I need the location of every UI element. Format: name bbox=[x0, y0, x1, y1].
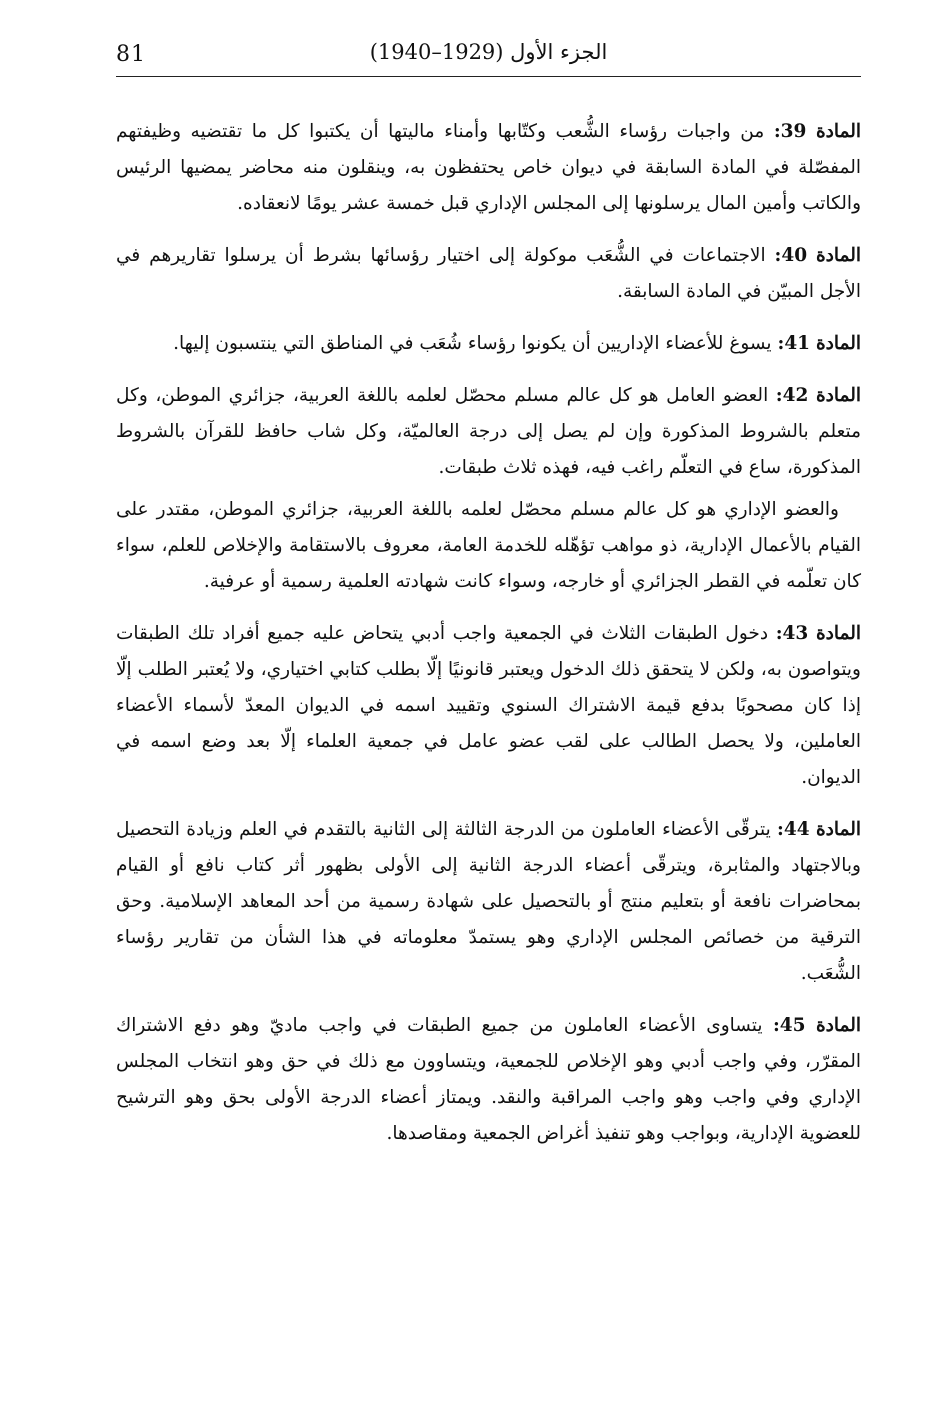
article-number: 39 bbox=[780, 121, 807, 142]
article-paragraph: المادة 44: يترقّى الأعضاء العاملون من الدرجة الثالثة إلى الثانية بالتقدم في العلم وزيادة التحصيل وبالاجتهاد والمثابرة، ويترقّى أعضاء الدرجة الثانية إلى الأولى بظهور أثر كتاب نافع أو القيام بمحاضرات نافعة أو بتعليم منتج أو بالتحصيل على شهادة رسمية من أحد المعاهد الإسلامية. وحق الترقية من خصائص المجلس الإداري وهو يستمدّ معلوماته في هذا الشأن من تقارير رؤساء الشُّعَب. bbox=[116, 819, 861, 984]
article-number: 40 bbox=[781, 245, 808, 266]
article-text: الاجتماعات في الشُّعَب موكولة إلى اختيار رؤسائها بشرط أن يرسلوا تقاريرهم في الأجل المبيّن في المادة السابقة. bbox=[116, 245, 861, 302]
article-44 bbox=[116, 812, 861, 992]
page-header bbox=[116, 36, 861, 77]
article-paragraph: المادة 45: يتساوى الأعضاء العاملون من جميع الطبقات في واجب ماديّ وهو دفع الاشتراك المقرّر، وفي واجب أدبي وهو الإخلاص للجمعية، ويتساوون مع ذلك في حق وهو انتخاب المجلس الإداري وفي واجب وهو واجب المراقبة والنقد. ويمتاز أعضاء الدرجة الأولى بحق وهو الترشيح للعضوية الإدارية، وبواجب وهو تنفيذ أغراض الجمعية ومقاصدها. bbox=[116, 1015, 861, 1144]
article-40 bbox=[116, 238, 861, 310]
article-label: المادة bbox=[815, 121, 861, 142]
article-43 bbox=[116, 616, 861, 796]
article-text: دخول الطبقات الثلاث في الجمعية واجب أدبي يتحاض عليه جميع أفراد تلك الطبقات ويتواصون به، ولكن لا يتحقق ذلك الدخول ويعتبر قانونيًا إلّا بطلب كتابي اختياري، ولا يُعتبر الطلب إلّا إذا كان مصحوبًا بدفع قيمة الاشتراك السنوي وتقييد اسمه في الديوان المعدّ لأسماء الأعضاء العاملين، ولا يحصل الطالب على لقب عضو عامل في جمعية العلماء إلّا بعد وضع اسمه في الديوان. bbox=[116, 623, 861, 788]
article-paragraph: المادة 41: يسوغ للأعضاء الإداريين أن يكونوا رؤساء شُعَب في المناطق التي ينتسبون إليها. bbox=[173, 333, 861, 354]
article-label: المادة bbox=[815, 333, 861, 354]
document-body bbox=[116, 114, 861, 1168]
article-label: المادة bbox=[815, 385, 861, 406]
article-39 bbox=[116, 114, 861, 222]
article-number: 41 bbox=[784, 333, 811, 354]
article-paragraph: المادة 40: الاجتماعات في الشُّعَب موكولة إلى اختيار رؤسائها بشرط أن يرسلوا تقاريرهم في الأجل المبيّن في المادة السابقة. bbox=[116, 245, 861, 302]
article-45 bbox=[116, 1008, 861, 1152]
article-paragraph: المادة 43: دخول الطبقات الثلاث في الجمعية واجب أدبي يتحاض عليه جميع أفراد تلك الطبقات ويتواصون به، ولكن لا يتحقق ذلك الدخول ويعتبر قانونيًا إلّا بطلب كتابي اختياري، ولا يُعتبر الطلب إلّا إذا كان مصحوبًا بدفع قيمة الاشتراك السنوي وتقييد اسمه في الديوان المعدّ لأسماء الأعضاء العاملين، ولا يحصل الطالب على لقب عضو عامل في جمعية العلماء إلّا بعد وضع اسمه في الديوان. bbox=[116, 623, 861, 788]
article-text: يتساوى الأعضاء العاملون من جميع الطبقات في واجب ماديّ وهو دفع الاشتراك المقرّر، وفي واجب أدبي وهو الإخلاص للجمعية، ويتساوون مع ذلك في حق وهو انتخاب المجلس الإداري وفي واجب وهو واجب المراقبة والنقد. ويمتاز أعضاء الدرجة الأولى بحق وهو الترشيح للعضوية الإدارية، وبواجب وهو تنفيذ أغراض الجمعية ومقاصدها. bbox=[116, 1015, 861, 1144]
article-number: 42 bbox=[782, 385, 809, 406]
article-label: المادة bbox=[815, 245, 861, 266]
article-number: 44 bbox=[783, 819, 810, 840]
article-paragraph: المادة 42: العضو العامل هو كل عالم مسلم محصّل لعلمه باللغة العربية، جزائري الموطن، وكل متعلم بالشروط المذكورة وإن لم يصل إلى درجة العالميّة، وكل شاب حافظ للقرآن بالشروط المذكورة، ساع في التعلّم راغب فيه، فهذه ثلاث طبقات. bbox=[116, 385, 861, 478]
article-number: 43 bbox=[782, 623, 809, 644]
article-text: يترقّى الأعضاء العاملون من الدرجة الثالثة إلى الثانية بالتقدم في العلم وزيادة التحصيل وبالاجتهاد والمثابرة، ويترقّى أعضاء الدرجة الثانية إلى الأولى بظهور أثر كتاب نافع أو القيام بمحاضرات نافعة أو بتعليم منتج أو بالتحصيل على شهادة رسمية من أحد المعاهد الإسلامية. وحق الترقية من خصائص المجلس الإداري وهو يستمدّ معلوماته في هذا الشأن من تقارير رؤساء الشُّعَب. bbox=[116, 819, 861, 984]
article-42 bbox=[116, 378, 861, 600]
page-number: 81 bbox=[116, 42, 146, 67]
article-text: من واجبات رؤساء الشُّعب وكتّابها وأمناء ماليتها أن يكتبوا كل ما تقتضيه وظيفتهم المفصّلة في المادة السابقة في ديوان خاص يحتفظون به، وينقلون منه محاضر يمضيها الرئيس والكاتب وأمين المال يرسلونها إلى المجلس الإداري قبل خمسة عشر يومًا لانعقاده. bbox=[116, 121, 861, 214]
article-paragraph-continued: والعضو الإداري هو كل عالم مسلم محصّل لعلمه باللغة العربية، جزائري الموطن، مقتدر على القيام بالأعمال الإدارية، ذو مواهب تؤهّله للخدمة العامة، معروف بالاستقامة والإخلاص للعلم، سواء كان تعلّمه في القطر الجزائري أو خارجه، وسواء كانت شهادته العلمية رسمية أو عرفية. bbox=[116, 499, 861, 592]
article-text: يسوغ للأعضاء الإداريين أن يكونوا رؤساء شُعَب في المناطق التي ينتسبون إليها. bbox=[173, 333, 772, 354]
article-label: المادة bbox=[815, 819, 861, 840]
article-number: 45 bbox=[779, 1015, 806, 1036]
article-label: المادة bbox=[815, 1015, 861, 1036]
article-41 bbox=[116, 326, 861, 362]
article-paragraph: المادة 39: من واجبات رؤساء الشُّعب وكتّابها وأمناء ماليتها أن يكتبوا كل ما تقتضيه وظيفتهم المفصّلة في المادة السابقة في ديوان خاص يحتفظون به، وينقلون منه محاضر يمضيها الرئيس والكاتب وأمين المال يرسلونها إلى المجلس الإداري قبل خمسة عشر يومًا لانعقاده. bbox=[116, 121, 861, 214]
running-title: الجزء الأول (1929–1940) bbox=[369, 40, 608, 64]
article-text: العضو العامل هو كل عالم مسلم محصّل لعلمه باللغة العربية، جزائري الموطن، وكل متعلم بالشروط المذكورة وإن لم يصل إلى درجة العالميّة، وكل شاب حافظ للقرآن بالشروط المذكورة، ساع في التعلّم راغب فيه، فهذه ثلاث طبقات. bbox=[116, 385, 861, 478]
article-label: المادة bbox=[815, 623, 861, 644]
